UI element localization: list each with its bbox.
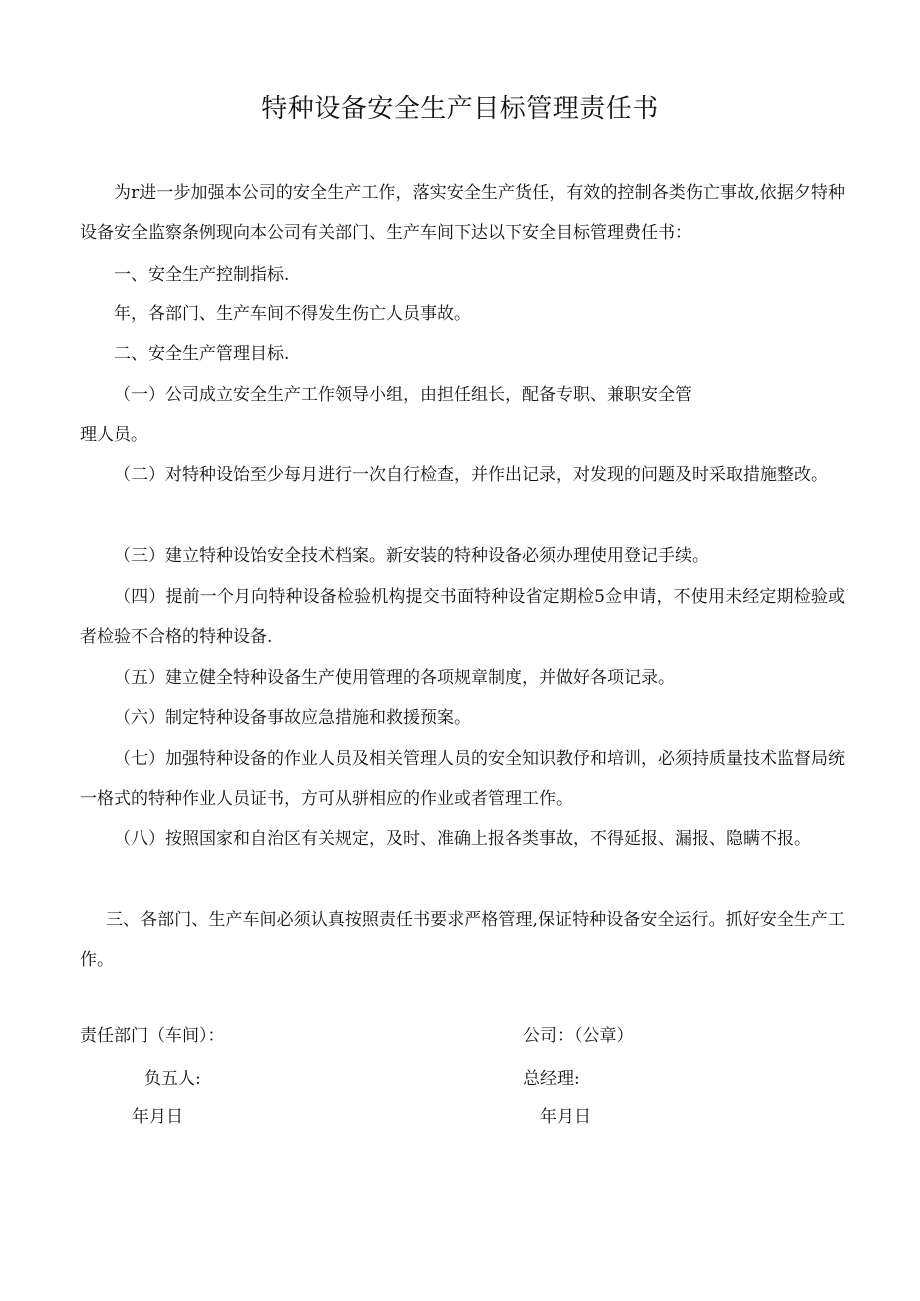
item-2: （二）对特种设饴至少每月进行一次自行检查，并作出记录，对发现的问题及时采取措施整改。: [114, 465, 828, 485]
section-1-text: 年，各部门、生产车间不得发生伤亡人员事故。: [114, 304, 471, 324]
item-8: （八）按照国家和自治区有关规定，及时、准确上报各类事故，不得延报、漏报、隐瞒不报。: [114, 829, 811, 849]
section-3: 三、各部门、生产车间必须认真按照责任书要求严格管理,保证特种设备安全运行。抓好安全生产工作。: [80, 910, 845, 970]
item-1-line-1: （一）公司成立安全生产工作领导小组，由担任组长，配备专职、兼职安全管: [114, 385, 692, 405]
item-3: （三）建立特种设饴安全技术档案。新安装的特种设备必须办理使用登记手续。: [114, 546, 709, 566]
responsible-department-label: 责任部门（车间）：: [80, 1026, 225, 1046]
intro-paragraph: 为r进一步加强本公司的安全生产工作，落实安全生产货任，有效的控制各类伤亡事故,依据夕特种设备安全监察条例现向本公司有关部门、生产车间下达以下安全目标管理费任书：: [80, 183, 845, 243]
item-5: （五）建立健全特种设备生产使用管理的各项规章制度，并做好各项记录。: [114, 668, 675, 688]
right-date-label: 年月日: [540, 1107, 591, 1127]
section-2-heading: 二、安全生产管理目标.: [114, 344, 290, 364]
item-4: （四）提前一个月向特种设备检验机构提交书面特种设省定期检5佥申请，不使用未经定期检验或者检验不合格的特种设备.: [80, 587, 845, 647]
responsible-person-label: 负五人:: [144, 1069, 201, 1089]
section-1-heading: 一、安全生产控制指标.: [114, 265, 290, 285]
item-7: （七）加强特种设备的作业人员及相关管理人员的安全知识教伃和培训，必须持质量技术监督局统一格式的特种作业人员证书，方可从骈相应的作业或者管理工作。: [80, 749, 845, 809]
general-manager-label: 总经理:: [523, 1069, 580, 1089]
left-date-label: 年月日: [132, 1107, 183, 1127]
item-1-line-2: 理人员。: [80, 425, 148, 445]
item-6: （六）制定特种设备事故应急措施和救援预案。: [114, 708, 471, 728]
company-seal-label: 公司：（公章）: [523, 1026, 634, 1046]
document-title: 特种设备安全生产目标管理责任书: [261, 94, 659, 124]
